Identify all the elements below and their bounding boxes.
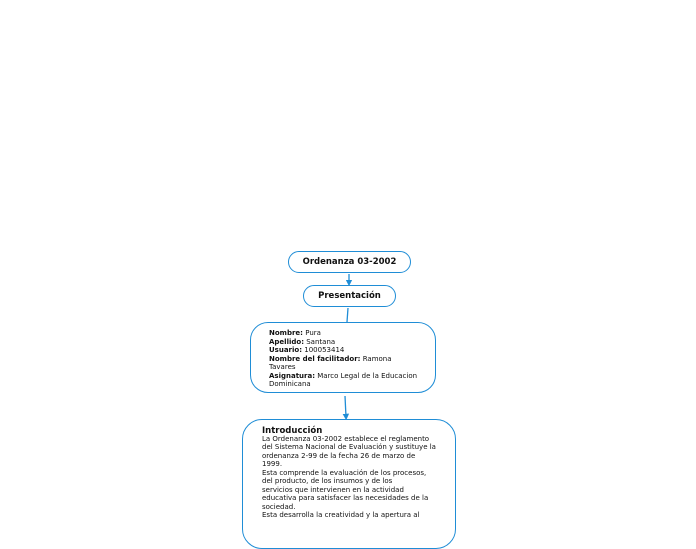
field-asignatura-cont [269, 380, 311, 389]
field-usuario-value: 100053414 [304, 346, 345, 354]
field-apellido-value: Santana [306, 337, 336, 346]
connector-info-to-introduccion [345, 396, 346, 417]
field-apellido [269, 338, 335, 347]
introduccion-line: La Ordenanza 03-2002 establece el reglamento [262, 435, 430, 443]
field-asignatura-value: Marco Legal de la Educacion [317, 371, 418, 380]
node-introduccion[interactable] [242, 419, 456, 549]
node-student-info[interactable] [250, 322, 436, 393]
field-facilitador-value: Ramona [362, 354, 392, 363]
field-nombre [269, 329, 321, 338]
introduccion-body [262, 435, 440, 520]
introduccion-line: Esta desarrolla la creatividad y la apertura al [262, 511, 420, 520]
field-nombre-value: Pura [305, 329, 321, 337]
field-usuario [269, 346, 344, 355]
field-usuario-label: Usuario: [269, 346, 303, 354]
field-asignatura-value-cont: Dominicana [269, 380, 311, 388]
field-facilitador [269, 355, 392, 364]
node-ordenanza-title-label: Ordenanza 03-2002 [302, 257, 397, 267]
field-asignatura-label: Asignatura: [269, 371, 316, 380]
introduccion-title: Introducción [262, 426, 323, 436]
connector-presentacion-to-info [347, 308, 348, 322]
introduccion-line: sociedad. [262, 502, 296, 511]
introduccion-line: servicios que intervienen en la actividad [262, 485, 404, 494]
node-presentacion-label: Presentación [318, 291, 381, 301]
field-nombre-label: Nombre: [269, 329, 303, 337]
introduccion-line: educativa para satisfacer las necesidades de la [262, 494, 429, 503]
introduccion-line: ordenanza 2-99 de la fecha 26 de marzo de [262, 451, 416, 460]
field-facilitador-value-cont: Tavares [269, 363, 296, 371]
node-presentacion[interactable] [303, 285, 396, 307]
introduccion-line: Esta comprende la evaluación de los procesos, [262, 468, 427, 477]
field-apellido-label: Apellido: [269, 337, 304, 346]
field-facilitador-label: Nombre del facilitador: [269, 354, 361, 363]
field-facilitador-cont [269, 363, 296, 372]
introduccion-line: 1999. [262, 460, 283, 469]
field-asignatura [269, 372, 417, 381]
introduccion-line: del Sistema Nacional de Evaluación y sustituye la [262, 443, 436, 452]
node-ordenanza-title[interactable] [288, 251, 411, 273]
introduccion-line: del producto, de los insumos y de los [262, 477, 393, 486]
